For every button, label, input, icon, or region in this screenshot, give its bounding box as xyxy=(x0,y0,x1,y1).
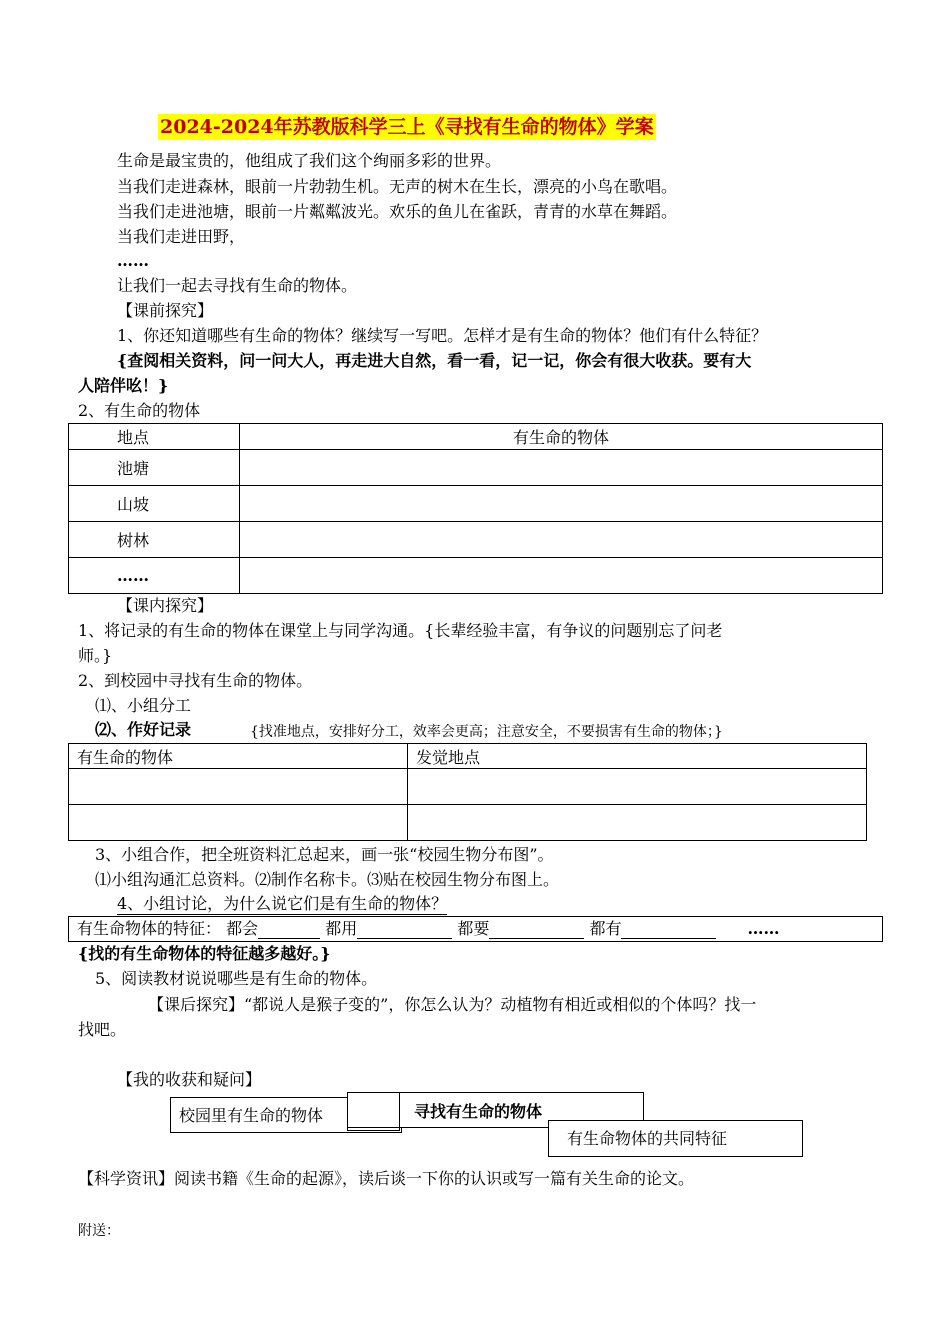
features-prefix-1: 都会 xyxy=(226,919,259,938)
page-title: 2024-2024年苏教版科学三上《寻找有生命的物体》学案 xyxy=(160,116,654,138)
in-class-item-1: 1、将记录的有生命的物体在课堂上与同学沟通。{长辈经验丰富，有争议的问题别忘了问老 xyxy=(78,621,723,640)
table-row xyxy=(69,769,867,805)
features-box xyxy=(68,916,883,942)
table-row xyxy=(69,450,883,486)
intro-line: 生命是最宝贵的，他组成了我们这个绚丽多彩的世界。 xyxy=(117,151,502,170)
table-cell-empty[interactable] xyxy=(408,769,867,805)
table-cell-empty[interactable] xyxy=(240,450,883,486)
features-tip: {找的有生命物体的特征越多越好。} xyxy=(78,944,331,963)
table-row xyxy=(69,522,883,558)
intro-line: 让我们一起去寻找有生命的物体。 xyxy=(117,276,358,295)
table-cell-empty[interactable] xyxy=(69,805,408,841)
table-cell-location: …… xyxy=(69,558,240,594)
pre-explore-heading: 【课前探究】 xyxy=(117,301,214,320)
intro-ellipsis: …… xyxy=(117,251,149,270)
table-row xyxy=(69,486,883,522)
table-row xyxy=(69,558,883,594)
appendix-label: 附送： xyxy=(78,1223,120,1239)
mindmap-right-label: 有生命物体的共同特征 xyxy=(567,1129,728,1148)
record-table xyxy=(68,743,867,841)
in-class-item-5: 5、阅读教材说说哪些是有生命的物体。 xyxy=(95,969,378,988)
mindmap-left-label: 校园里有生命的物体 xyxy=(179,1106,324,1125)
blank-field[interactable] xyxy=(357,922,452,939)
pre-explore-question-2: 2、有生命的物体 xyxy=(78,401,201,420)
table-cell-location: 池塘 xyxy=(69,450,240,486)
blank-field[interactable] xyxy=(489,922,584,939)
mindmap-right-box xyxy=(548,1120,803,1157)
table-header-location: 地点 xyxy=(69,424,240,450)
in-class-heading: 【课内探究】 xyxy=(117,596,214,615)
table-cell-empty[interactable] xyxy=(240,486,883,522)
features-ellipsis: …… xyxy=(747,919,780,938)
record-header-living-thing: 有生命的物体 xyxy=(69,744,408,769)
features-prefix-4: 都有 xyxy=(589,919,622,938)
mindmap-center-label: 寻找有生命的物体 xyxy=(414,1102,543,1121)
pre-explore-tip: {查阅相关资料，问一问大人，再走进大自然，看一看，记一记，你会有很大收获。要有大 xyxy=(117,351,752,370)
in-class-sub-1: ⑴、小组分工 xyxy=(95,696,192,715)
table-cell-location: 山坡 xyxy=(69,486,240,522)
features-label: 有生命物体的特征： xyxy=(77,919,222,938)
living-things-location-table xyxy=(68,423,883,594)
blank-field[interactable] xyxy=(258,922,320,939)
features-row xyxy=(77,919,780,939)
table-cell-empty[interactable] xyxy=(408,805,867,841)
table-cell-empty[interactable] xyxy=(240,522,883,558)
mindmap-connector-box xyxy=(347,1092,400,1131)
in-class-sub-2: ⑵、作好记录 xyxy=(95,720,192,739)
science-info: 【科学资讯】阅读书籍《生命的起源》，读后谈一下你的认识或写一篇有关生命的论文。 xyxy=(78,1169,695,1188)
in-class-item-3-sub: ⑴小组沟通汇总资料。⑵制作名称卡。⑶贴在校园生物分布图上。 xyxy=(95,870,560,889)
after-class-question: 【课后探究】“都说人是猴子变的”，你怎么认为？动植物有相近或相似的个体吗？找一 xyxy=(148,995,757,1014)
in-class-item-2: 2、到校园中寻找有生命的物体。 xyxy=(78,671,313,690)
table-cell-empty[interactable] xyxy=(240,558,883,594)
in-class-item-1-cont: 师。} xyxy=(78,646,113,665)
intro-line: 当我们走进田野， xyxy=(117,227,246,246)
intro-line: 当我们走进森林，眼前一片勃勃生机。无声的树木在生长，漂亮的小鸟在歌唱。 xyxy=(117,177,678,196)
intro-line: 当我们走进池塘，眼前一片粼粼波光。欢乐的鱼儿在雀跃，青青的水草在舞蹈。 xyxy=(117,202,678,221)
blank-field[interactable] xyxy=(621,922,716,939)
table-cell-location: 树林 xyxy=(69,522,240,558)
harvest-heading: 【我的收获和疑问】 xyxy=(117,1070,262,1089)
in-class-item-3: 3、小组合作，把全班资料汇总起来，画一张“校园生物分布图”。 xyxy=(95,845,554,864)
table-header-living-things: 有生命的物体 xyxy=(240,424,883,450)
record-header-location: 发觉地点 xyxy=(408,744,867,769)
in-class-item-4: 4、小组讨论，为什么说它们是有生命的物体？ xyxy=(117,894,448,913)
pre-explore-tip-cont: 人陪伴吆！} xyxy=(78,376,169,395)
after-class-question-cont: 找吧。 xyxy=(78,1020,127,1039)
table-cell-empty[interactable] xyxy=(69,769,408,805)
pre-explore-question-1: 1、你还知道哪些有生命的物体？继续写一写吧。怎样才是有生命的物体？他们有什么特征？ xyxy=(117,326,768,345)
features-prefix-3: 都要 xyxy=(457,919,490,938)
features-prefix-2: 都用 xyxy=(325,919,358,938)
table-row xyxy=(69,805,867,841)
in-class-sub-2-tip: {找准地点，安排好分工，效率会更高；注意安全，不要损害有生命的物体；} xyxy=(250,724,723,740)
